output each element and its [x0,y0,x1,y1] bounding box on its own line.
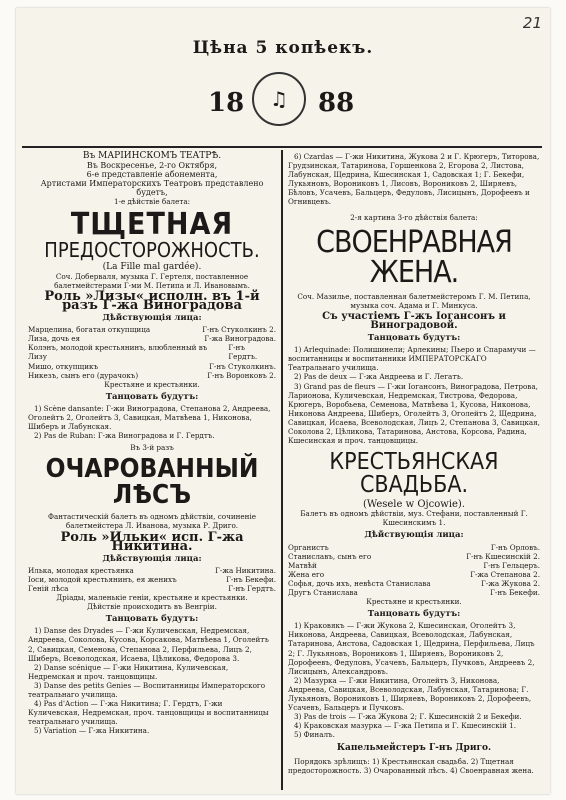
participation-note: Съ участiемъ Г-жъ Іогансонъ и Виноградовой. [322,310,506,331]
title-vain-precaution-fr: (La Fille mal gardée). [102,261,202,272]
title-wayward-wife: СВОЕНРАВНАЯ ЖЕНА. [316,224,512,290]
performer: Г-нъ Воронковъ 2. [207,370,276,380]
subscription-note: 6-е представленiе абонемента, [86,170,218,180]
dance-item: 1) Краковякъ — Г-жи Жукова 2, Кшесинская, Оголейтъ 3, Никонова, Андреева, Савицкая, Всеволодская, Лабунская, Татаринова, Анстова, Садовская 1, Щедрина, Перфильева, Лицъ 2; Г. Лукьяновъ, Ворониковъ 1, Ширяевъ, Ворониковъ 2, Дорофеевъ, Федуловъ, Усачевъ, Бальцеръ, Пучковъ, Андреевъ 2, Лисицынъ, Александровъ. [288,621,535,676]
peasants-note-1: Крестьяне и крестьянки. [104,379,200,389]
dances1-heading: Танцовать будутъ: [105,391,199,402]
dance-item: 2) Pas de Ruban: Г-жа Виноградова и Г. Гердтъ. [34,431,215,441]
dance-item: 2) Pas de deux — Г-жа Андреева и Г. Легатъ. [294,372,464,382]
role-name: Генiй лѣса [28,584,69,593]
performer: Г-жа Степанова 2. [470,569,540,579]
column-divider [281,150,283,790]
credits-vain-precaution: Соч. Доберваля, музыка Г. Гертеля, поставленное балетмейстерами Г-ми М. Петипа и Л. Ивановымъ. [54,271,250,290]
cast-row [28,334,276,343]
csardas-dance: 6) Czardas — Г-жи Никитина, Жукова 2 и Г. Крюгеръ, Титорова, Грудзинская, Татаринова, Горшенкова 2, Егорова 2, Листова, Лабунская, Щедрина, Кшесинская 1, Садовская 1; Г. Бекефи, Лукьяновъ, Ворониковъ 1, Лисовъ, Ворониковъ 2, Ширяевъ, Бѣловъ, Усачевъ, Бальцеръ, Федуловъ, Лисицынъ, Дорофеевъ и Огнивцевъ. [288,152,540,207]
year-left: 18 [208,88,245,118]
role-lisa: Роль »Лизы« исполн. въ 1-й разъ Г-жа Виноградова [44,288,260,313]
title-enchanted-forest: ОЧАРОВАННЫЙ ЛѢСЪ [45,454,259,511]
order-of-performance: Порядокъ зрѣлищъ: 1) Крестьянская свадьба. 2) Тщетная предосторожность. 3) Очарованный лѣсъ. 4) Своенравная жена. [288,756,534,775]
performer: Г-жа Никитина. [215,565,276,575]
performer: Г-нъ Бекефи. [226,574,276,584]
performer: Г-жа Жукова 2. [481,578,540,588]
artists-note: Артистами Императорскихъ Театровъ представлено будетъ, [40,179,264,198]
year-right: 88 [318,88,355,118]
dance-item: 4) Краковская мазурка — Г-жа Петипа и Г. Кшесинскiй 1. [294,721,517,731]
act-label-right: 2-я картина 3-го дѣйствiя балета: [350,212,478,222]
credits-peasant-wedding: Балетъ въ одномъ дѣйствiи, муз. Стефани, поставленный Г. Кшесинскимъ 1. [300,509,528,528]
dances3-heading: Танцовать будутъ: [367,333,461,344]
dance-item: 2) Danse scénique — Г-жи Никитина, Куличевская, Недремская и проч. танцовщицы. [28,662,229,681]
dance-item: 1) Danse des Dryades — Г-жи Куличевская, Недремская, Андреева, Соколова, Кусова, Корсакова, Матвѣева 1, Оголейтъ 2, Савицкая, Семенова, Степанова 2, Перфильева, Лицъ 2, Шиберъ, Всеволодская, Исаева, Цѣликова, Федорова 3. [28,626,269,663]
role-ilka: Роль »Ильки« исп. Г-жа Никитина. [60,529,244,554]
dance-item: 3) Grand pas de fleurs — Г-жи Іогансонъ, Виноградова, Петрова, Ларионова, Куличевская, Недремская, Тистрова, Федорова, Крюгеръ, Воробьева, Семенова, Матвѣева 1, Кусова, Никонова, Никонова Андреева, Шиберъ, Оголейтъ 3, Оголейтъ 2, Щедрина, Савицкая, Исаева, Всеволодская, Лицъ 2, Степанова 3, Савицкая, Соколова 2, Цѣликова, Татаринова, Анстова, Корсова, Радина, Кшесинская и проч. танцовщицы. [288,381,540,446]
role-name: Іоси, молодой крестьянинъ, ея женихъ [28,574,177,584]
lyre-seal-icon: ♫ [252,72,306,126]
cast-row [288,570,540,579]
performer: Г-нъ Орловъ. [490,542,540,552]
role-name: Софья, дочь ихъ, невѣста Станислава [288,578,431,588]
role-name: Марцелина, богатая откупщица [28,325,151,335]
title-peasant-wedding: КРЕСТЬЯНСКАЯ СВАДЬБА. [329,449,499,499]
performer: Г-нъ Гердтъ. [228,343,258,362]
role-name: Станиславъ, сынъ его [288,551,372,561]
performer: Г-нъ Стуколкинъ 2. [202,325,276,335]
cast-row [288,579,540,588]
page-number: 21 [522,14,542,32]
cast-list-1 [28,325,276,380]
dance-item: 2) Мазурка — Г-жи Никитина, Оголейтъ 3, Никонова, Андреева, Савицкая, Всеволодская, Лабунская, Татаринова; Г. Лукьяновъ, Ворониковъ 1, Ширяевъ, Ворониковъ 2, Дорофеевъ, Усачевъ, Бальцеръ и Пучковъ. [288,675,532,713]
title-vain-precaution: ТЩЕТНАЯ [70,206,234,242]
cast-row [28,566,276,575]
cast-row [28,362,276,371]
dance-item: 3) Danse des petits Genies — Воспитанницы Императорского театральнаго училища. [28,680,266,700]
dance-item: 5) Variation — Г-жа Никитина. [34,726,150,736]
right-column [288,152,540,775]
persons1-heading: Дѣйствующiя лица: [102,313,202,324]
dance-item: 3) Pas de trois — Г-жа Жукова 2; Г. Кшесинскiй 2 и Бекефи. [294,712,522,722]
title-peasant-wedding-pl: (Wesele w Ojcowie). [362,499,466,511]
persons4-heading: Дѣйствующiя лица: [364,530,464,541]
spirits-note: Дрiады, маленькiе генiи, крестьяне и крестьянки. [56,593,248,603]
role-name: Колэнъ, молодой крестьянинъ, влюбленный въ Лизу [28,343,208,362]
cast-row [28,343,276,361]
top-divider [22,146,542,148]
performer: Г-нъ Стуколкинъ. [209,361,276,371]
role-name: Никезъ, сынъ его (дурачокъ) [28,370,139,380]
cast-list-2 [28,566,276,593]
role-name: Органистъ [288,542,329,552]
cast-row [28,584,276,593]
act2-label: Въ 3-й разъ [130,443,174,453]
role-name: Илька, молодая крестьянка [28,565,134,575]
theatre-name: Въ МАРІИНСКОМЪ ТЕАТРѢ. [82,151,222,161]
title-vain-precaution-2: ПРЕДОСТОРОЖНОСТЬ. [44,237,260,262]
cast-list-4 [288,543,540,598]
cast-row [288,588,540,597]
act1-label: 1-е дѣйствiе балета: [113,197,191,207]
dances2-heading: Танцовать будутъ: [105,614,199,625]
cast-row [288,561,540,570]
role-name: Другъ Станислава [288,588,358,597]
cast-row [28,325,276,334]
dance-item: 5) Финалъ. [294,730,335,740]
conductor-note: Капельмейстеръ Г-нъ Дриго. [336,742,492,753]
price-heading: Цѣна 5 копѣекъ. [192,38,374,58]
performer: Г-нъ Гердтъ. [228,584,276,593]
credits-wayward-wife: Соч. Мазилье, поставленная балетмейстеромъ Г. М. Петипа, музыка соч. Адама и Г. Минкуса. [297,291,531,310]
performer: Г-жа Виноградова. [204,334,276,344]
setting-note: Дѣйствiе происходитъ въ Венгрiи. [87,602,217,612]
performance-date: Въ Воскресенье, 2-го Октября, [86,161,218,171]
dance-item: 4) Pas d'Action — Г-жа Никитина; Г. Гердтъ, Г-жи Куличевская, Недремская, проч. танцовщицы и воспитанницы театральнаго училища. [28,699,269,727]
left-column [28,152,276,736]
cast-row [28,371,276,380]
peasants-note-4: Крестьяне и крестьянки. [366,597,462,607]
cast-row [28,575,276,584]
dances4-heading: Танцовать будутъ: [367,609,461,620]
performer: Г-нъ Кшесинскiй 2. [466,551,540,561]
cast-row [288,543,540,552]
dance-item: 1) Scène dansante: Г-жи Виноградова, Степанова 2, Андреева, Оголейтъ 2, Оголейтъ 3, Савицкая, Матвѣева 1, Никонова, Шиберъ и Лабунская. [28,403,271,432]
role-name: Жена его [288,569,325,579]
role-name: Лиза, дочь ея [28,334,81,344]
credits-enchanted-forest: Фантастическiй балетъ въ одномъ дѣйствiи, сочиненiе балетмейстера Л. Иванова, музыка Р. Дриго. [47,512,257,531]
persons2-heading: Дѣйствующiя лица: [102,553,202,564]
performer: Г-нъ Бекефи. [490,588,540,597]
cast-row [288,552,540,561]
performer: Г-нъ Гельцеръ. [483,560,540,570]
role-name: Матвѣй [288,560,317,570]
role-name: Мишо, откупщикъ [28,361,99,371]
dance-item: 1) Arlequinade: Полишинели; Арлекины; Пьеро и Спарамучи — воспитанницы и воспитанники ИМПЕРАТОРСКАГО Театральнаго училища. [288,345,536,373]
